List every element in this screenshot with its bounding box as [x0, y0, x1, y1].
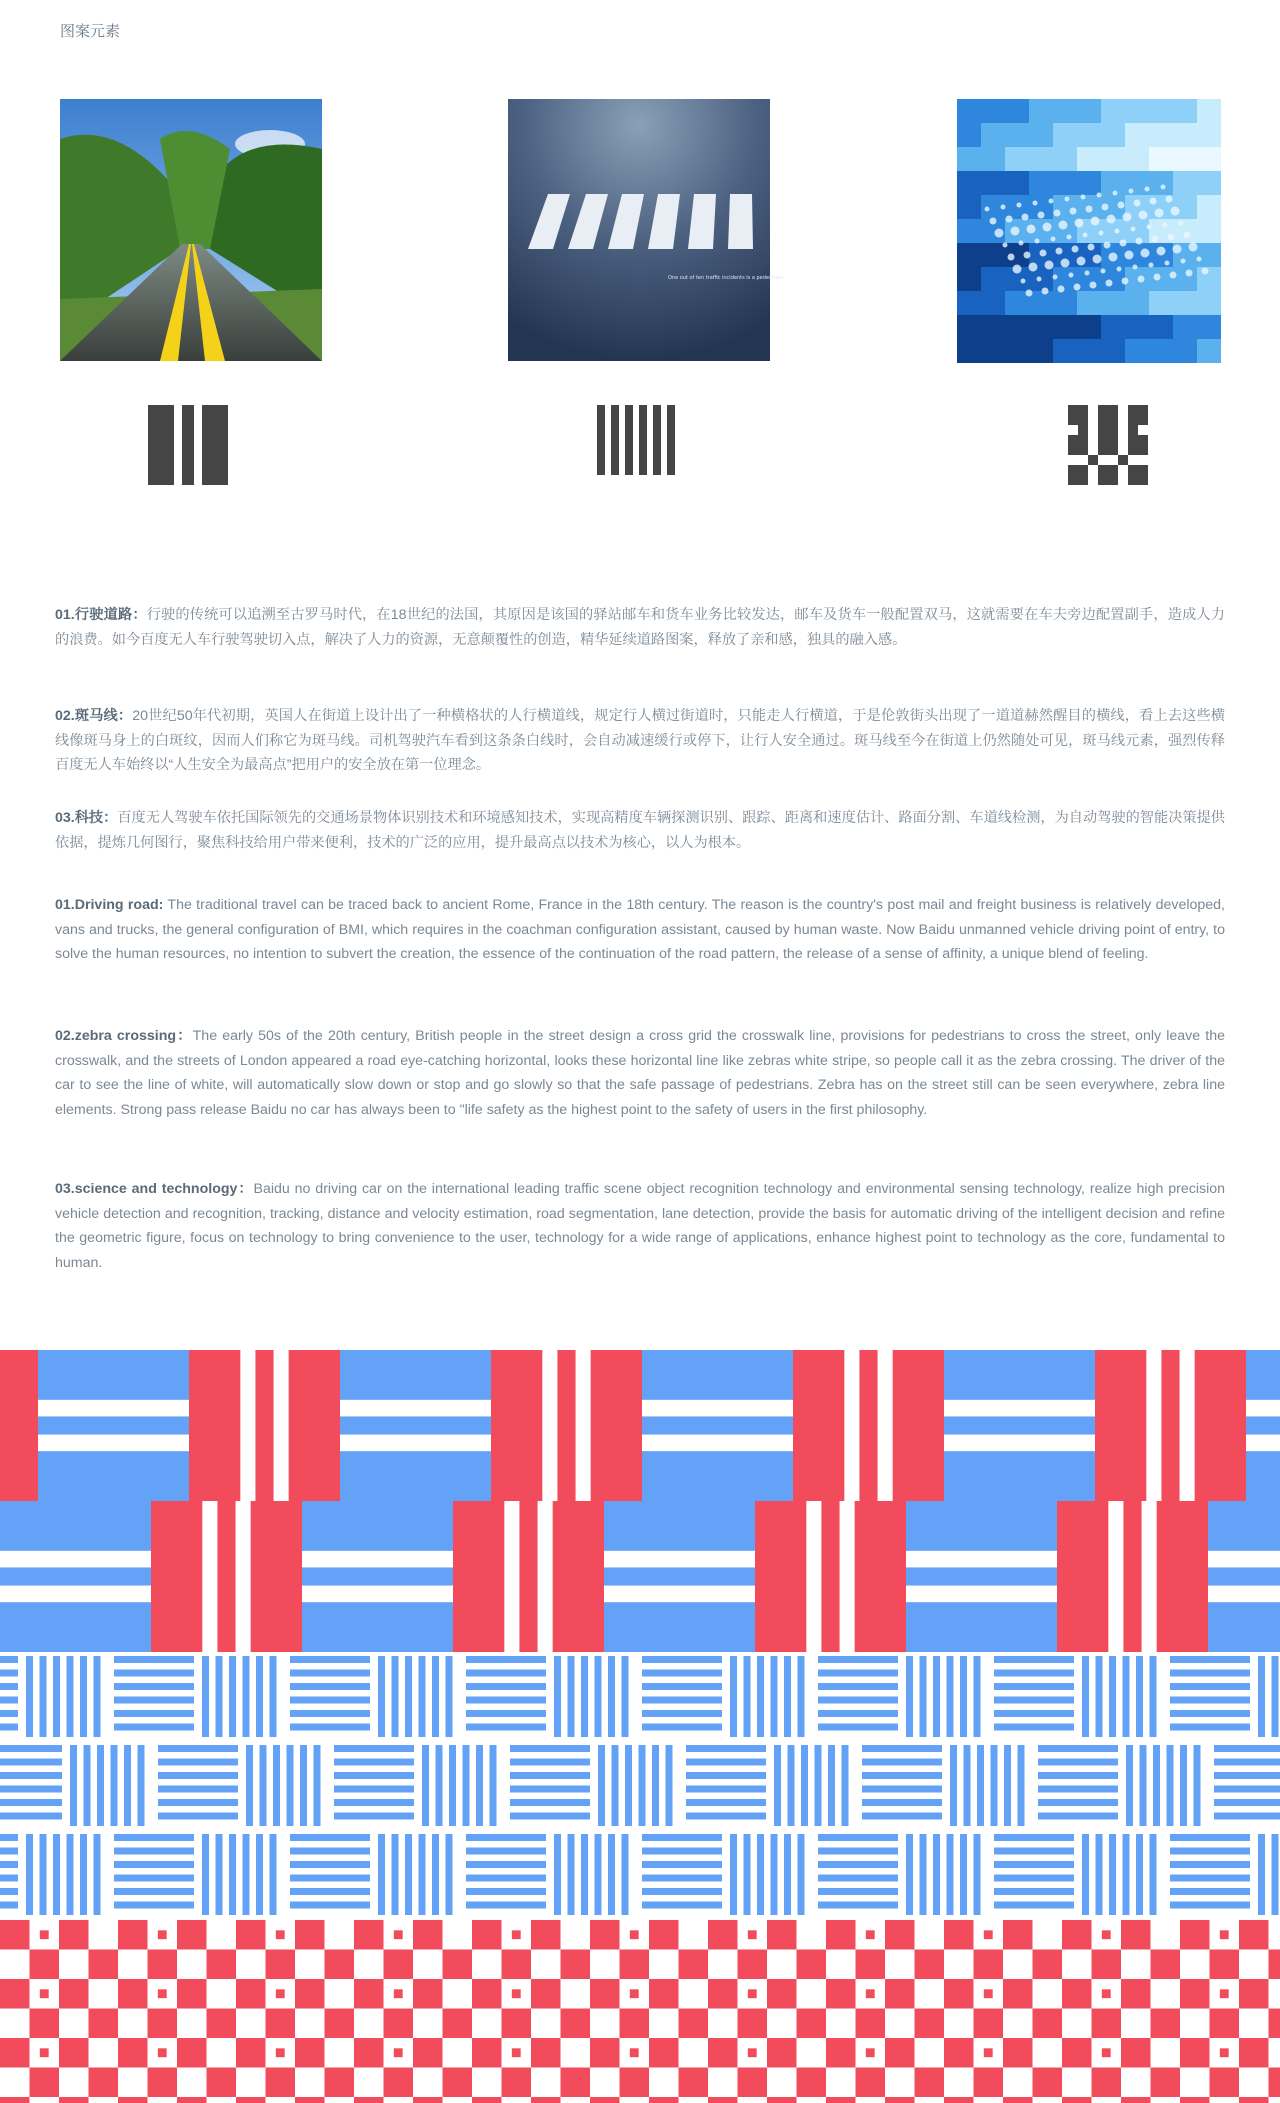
checker-icon — [1068, 405, 1148, 490]
crosswalk-caption: One out of ten traffic incidents is a pedestrian. — [668, 275, 785, 281]
tech-photo — [957, 99, 1219, 361]
paragraph-cn-road: 01.行驶道路：行驶的传统可以追溯至古罗马时代，在18世纪的法国，其原因是该国的驿站邮车和货车业务比较发达，邮车及货车一般配置双马，这就需要在车夫旁边配置副手，造成人力的浪费。如今百度无人车行驶驾驶切入点，解决了人力的资源，无意颠覆性的创造，精华延续道路图案，释放了亲和感，独具的融入感。 — [55, 607, 1225, 648]
road-photo — [60, 99, 322, 361]
paragraph-cn-tech: 03.科技：百度无人驾驶车依托国际领先的交通场景物体识别技术和环境感知技术，实现高精度车辆探测识别、跟踪、距离和速度估计、路面分割、车道线检测，为自动驾驶的智能决策提供依据，提炼几何图行，聚焦科技给用户带来便利，技术的广泛的应用，提升最高点以技术为核心，以人为根本。 — [55, 810, 1225, 851]
paragraph-en-tech: 03.science and technology：Baidu no driving car on the international leading traffic scene object recognition technology and environmental sensing technology, realize high precision vehicle detection and recognition, tracking, distance and velocity estimation, road segmentation, lane detection, provide the basis for automatic driving of the intelligent decision and refine the geometric figure, focus on technology to bring convenience to the user, technology for a wide range of applications, enhance highest point to technology as the core, fundamental to human. — [55, 1181, 1225, 1272]
paragraph-en-zebra: 02.zebra crossing：The early 50s of the 20th century, British people in the street design a cross grid the crosswalk line, provisions for pedestrians to cross the street, only leave the crosswalk, and the streets of London appeared a road eye-catching horizontal, looks these horizontal line like zebras white stripe, so people call it as the zebra crossing. The driver of the car to see the line of white, will automatically slow down or stop and go slowly so that the safe passage of pedestrians. Zebra has on the street still can be seen everywhere, zebra line elements. Strong pass release Baidu no car has always been to "life safety as the highest point to the safety of users in the first philosophy. — [55, 1028, 1225, 1119]
section-title: 图案元素 — [60, 23, 121, 40]
crosswalk-photo — [508, 99, 785, 361]
paragraph-en-road: 01.Driving road: The traditional travel can be traced back to ancient Rome, France in the 18th century. The reason is the country's post mail and freight business is relatively developed, vans and trucks, the general configuration of BMI, which requires in the coachman configuration assistant, caused by human waste. Now Baidu unmanned vehicle driving point of entry, to solve the human resources, no intention to subvert the creation, the essence of the continuation of the road pattern, the release of a sense of affinity, a unique blend of feeling. — [55, 897, 1226, 963]
pattern-band — [0, 1350, 1280, 2103]
road-lines-icon — [148, 405, 228, 490]
zebra-stripes-icon — [597, 405, 677, 480]
paragraph-cn-zebra: 02.斑马线：20世纪50年代初期，英国人在街道上设计出了一种横格状的人行横道线，规定行人横过街道时，只能走人行横道，于是伦敦街头出现了一道道赫然醒目的横线，看上去这些横线像斑马身上的白斑纹，因而人们称它为斑马线。司机驾驶汽车看到这条条白线时，会自动减速缓行或停下，让行人安全通过。斑马线至今在街道上仍然随处可见，斑马线元素，强烈传释百度无人车始终以“人生安全为最高点”把用户的安全放在第一位理念。 — [55, 708, 1225, 774]
